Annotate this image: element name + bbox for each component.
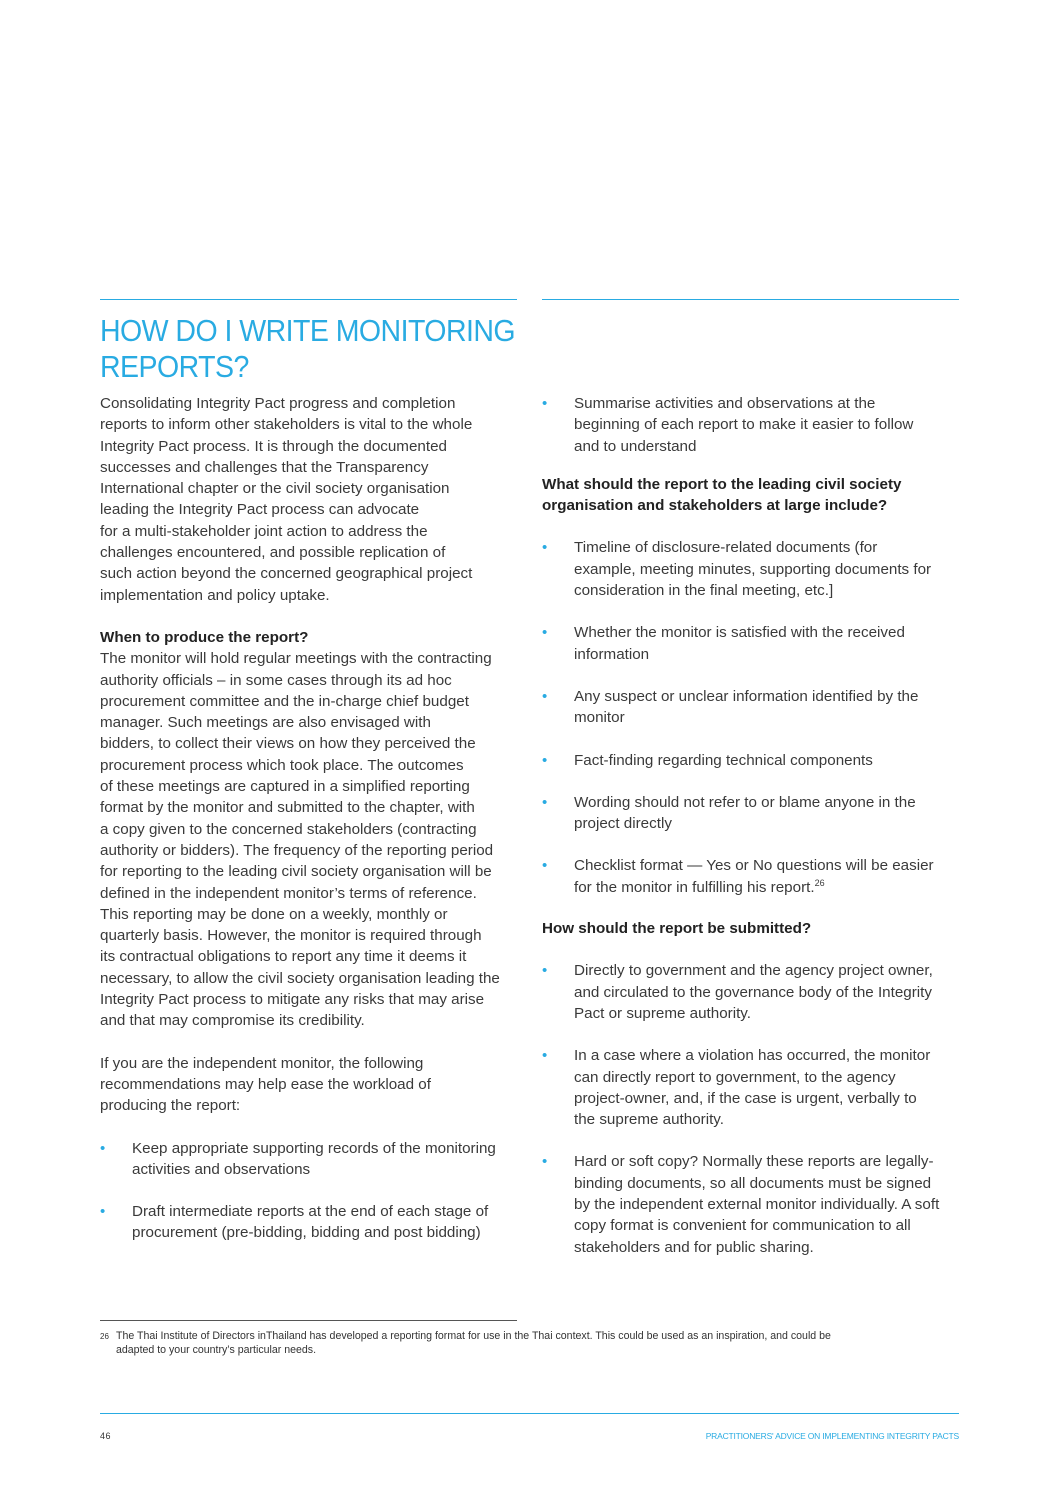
bullet-icon: • [542,962,548,980]
summary-list [542,393,962,457]
list-item: • Draft intermediate reports at the end of each stage of procurement (pre-bidding, bidding and post bidding) [100,1203,489,1242]
footnote: 26 The Thai Institute of Directors inThailand has developed a reporting format for use in the Thai context. This could be used as an inspiration, and could be adapted to your country’s particular needs. [100,1330,831,1356]
left-column-top-rule [100,299,517,300]
list-item: • Directly to government and the agency project owner, and circulated to the governance body of the Integrity Pact or supreme authority. [542,962,933,1022]
intro-paragraph: Consolidating Integrity Pact progress and completion reports to inform other stakeholders is vital to the whole Integrity Pact process. It is through the documented successes and challenges that the Transparency International chapter or the civil society organisation leading the Integrity Pact process can advocate for a multi-stakeholder joint action to address the challenges encountered, and possible replication of such action beyond the concerned geographical project implementation and policy uptake. [100,395,473,604]
running-title: PRACTITIONERS' ADVICE ON IMPLEMENTING INTEGRITY PACTS [705,1431,959,1441]
list-item: • Any suspect or unclear information identified by the monitor [542,687,919,727]
footnote-number: 26 [100,1332,109,1341]
bullet-icon: • [542,687,548,705]
right-column [542,393,962,1258]
bullet-icon: • [542,624,548,642]
bullet-icon: • [542,1153,548,1171]
right-column-top-rule [542,299,959,300]
page-number: 46 [100,1431,112,1441]
bullet-icon: • [542,793,548,811]
when-heading: When to produce the report? [100,628,309,646]
submit-list [542,960,962,1258]
list-item: • Summarise activities and observations at the beginning of each report to make it easier to follow and to understand [542,395,914,455]
include-list [542,537,962,898]
footnote-ref[interactable]: 26 [814,877,825,888]
bullet-icon: • [542,1047,548,1065]
list-item: • Hard or soft copy? Normally these reports are legally- binding documents, so all documents must be signed by the independent external monitor individually. A soft copy format is convenient for communication to all stakeholders and for public sharing. [542,1153,940,1256]
list-item: • Fact-finding regarding technical components [542,750,962,771]
list-item: • In a case where a violation has occurred, the monitor can directly report to government, to the agency project-owner, and, if the case is urgent, verbally to the supreme authority. [542,1047,931,1129]
page-title: HOW DO I WRITE MONITORING REPORTS? [100,313,516,384]
bullet-icon: • [542,751,548,769]
list-item: • Timeline of disclosure-related documents (for example, meeting minutes, supporting documents for consideration in the final meeting, etc.] [542,539,932,600]
bullet-icon: • [542,395,548,412]
footnote-divider [100,1320,517,1321]
include-heading: What should the report to the leading civil society organisation and stakeholders at large include? [542,475,902,515]
bullet-icon: • [100,1203,106,1221]
submit-heading: How should the report be submitted? [542,920,812,938]
bullet-icon: • [542,857,548,875]
bullet-icon: • [542,539,548,557]
list-item: • Whether the monitor is satisfied with the received information [542,624,905,663]
list-item: • Keep appropriate supporting records of the monitoring activities and observations [100,1139,496,1178]
list-item: • Wording should not refer to or blame anyone in the project directly [542,793,916,833]
recommendations-list [100,1138,520,1244]
bullet-icon: • [100,1139,106,1157]
left-column [100,393,520,1244]
when-section: When to produce the report? The monitor will hold regular meetings with the contracting authority officials – in some cases through its ad hoc procurement committee and the in-charge chief budget manager. Such meetings are also envisaged with bidders, to collect their views on how they perceived the procurement process which took place. The outcomes of these meetings are captured in a simplified reporting format by the monitor and submitted to the chapter, with a copy given to the concerned stakeholders (contracting authority or bidders). The frequency of the reporting period for reporting to the leading civil society organisation will be defined in the independent monitor’s terms of reference. This reporting may be done on a weekly, monthly or quarterly basis. However, the monitor is required through its contractual obligations to report any time it deems it necessary, to allow the civil society organisation leading the Integrity Pact process to mitigate any risks that may arise and that may compromise its credibility. [100,627,520,1032]
if-monitor-paragraph: If you are the independent monitor, the following recommendations may help ease the workload of producing the report: [100,1054,431,1115]
list-item: • Checklist format — Yes or No questions will be easier for the monitor in fulfilling his report.$^{26}$ [542,857,934,896]
footer-rule [100,1413,959,1414]
